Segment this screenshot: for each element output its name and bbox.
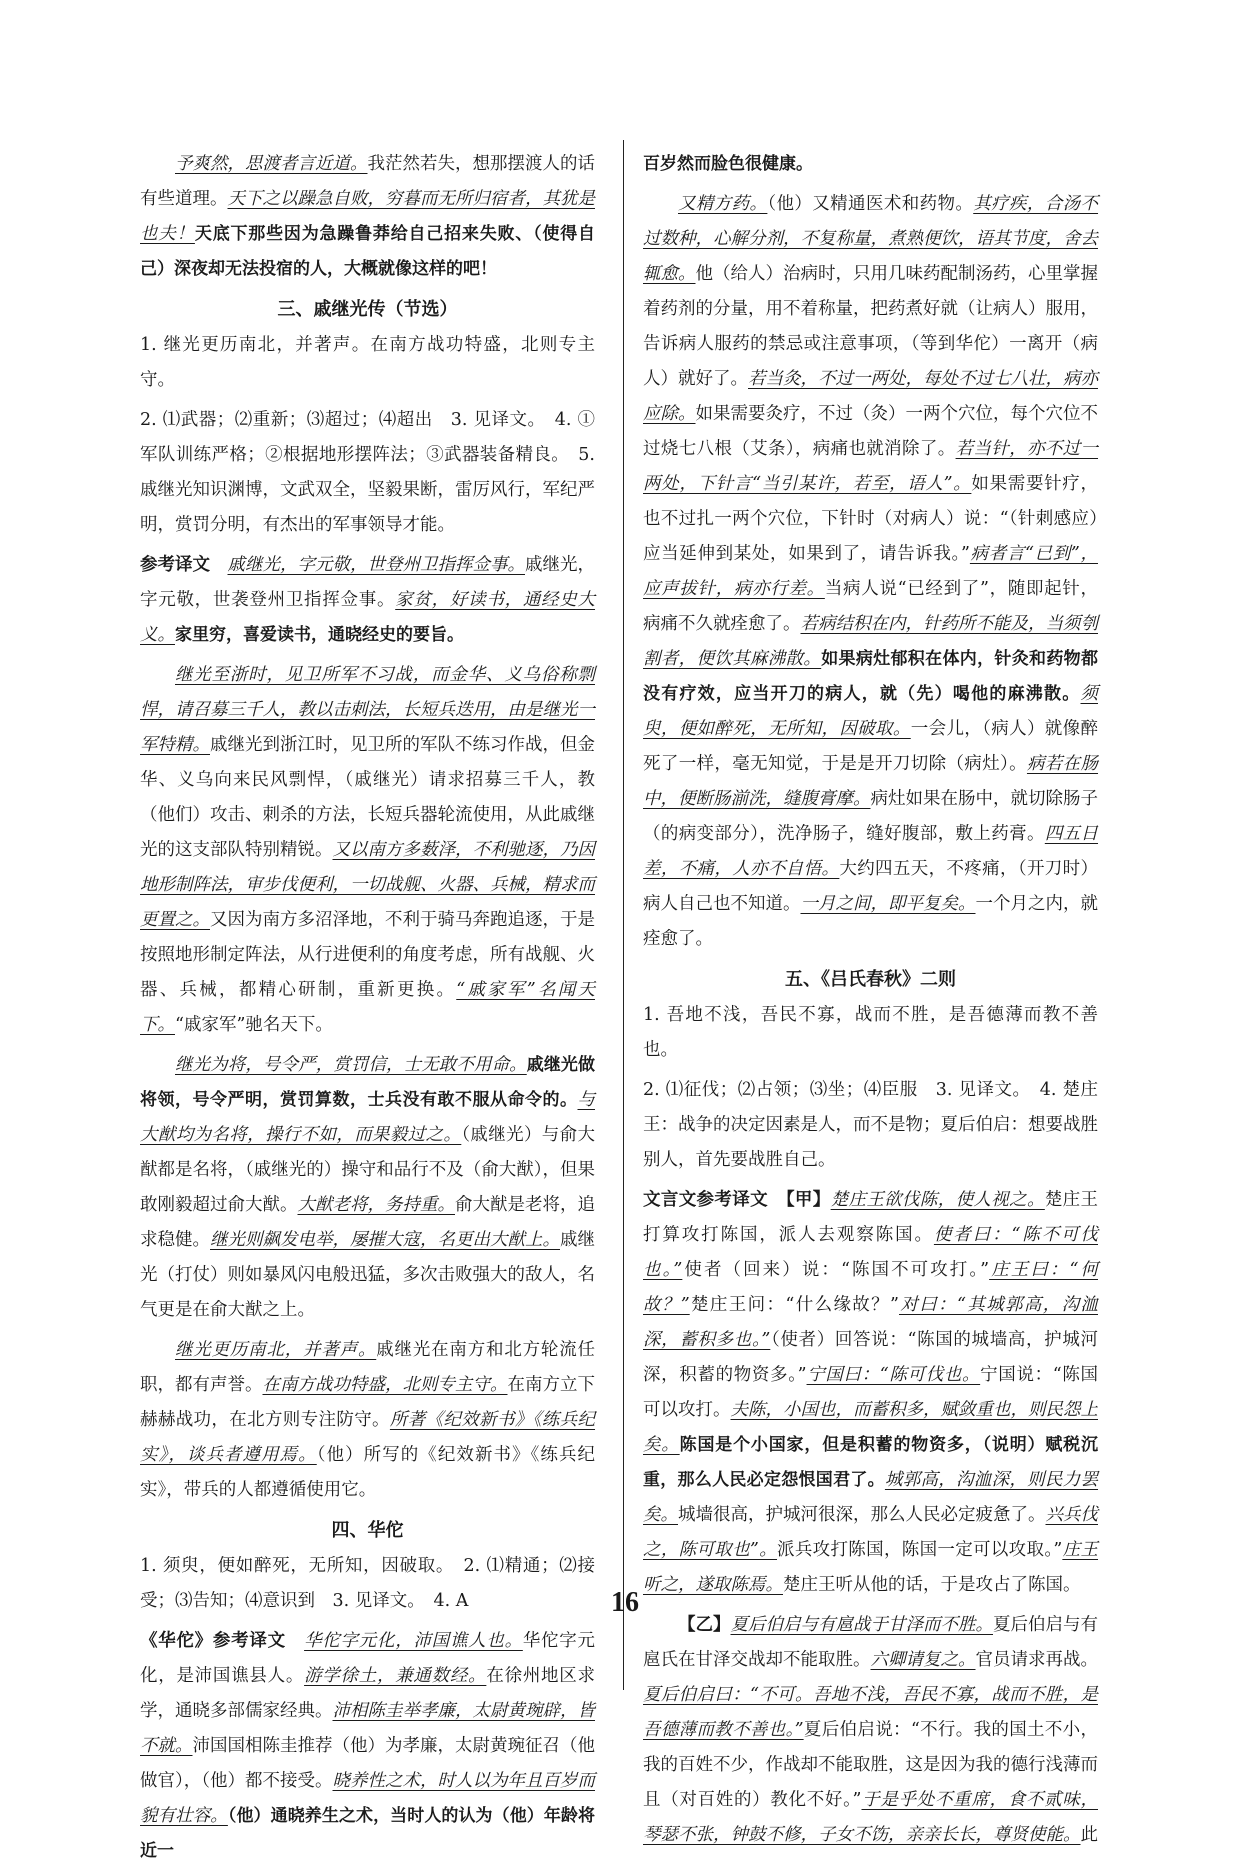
original-text: 夏后伯启曰：“不可。吾地不浅，吾民不寡，战而不胜，是吾德薄而教不善也。” xyxy=(643,1685,1098,1740)
original-text: 继光更历南北，并著声。 xyxy=(175,1340,377,1360)
original-text: 又精方药。 xyxy=(678,194,768,214)
section-heading: 四、华佗 xyxy=(331,1520,404,1541)
original-text: 华佗字元化，沛国谯人也。 xyxy=(304,1631,523,1651)
section-heading: 五、《吕氏春秋》二则 xyxy=(785,969,956,990)
original-text: 城郭高，沟洫深，则民力罢矣。 xyxy=(643,1470,1099,1525)
original-text: 其疗疾，合汤不过数种，心解分剂，不复称量，煮熟便饮，语其节度，舍去辄愈。 xyxy=(643,194,1099,284)
original-text: 若当灸，不过一两处，每处不过七八壮，病亦应除。 xyxy=(643,369,1098,424)
answer-2: 2. ⑴征伐；⑵占领；⑶坐；⑷臣服 3. 见译文。 4. 楚庄王：战争的决定因素是人，而不是物；夏后伯启：想要战胜别人，首先要战胜自己。 xyxy=(643,1080,1098,1170)
paragraph xyxy=(140,658,595,1043)
reference-label: 《华佗》参考译文 xyxy=(140,1631,286,1651)
translation-text: 楚庄王问：“什么缘故？” xyxy=(689,1295,899,1315)
translation-text: 百岁然而脸色很健康。 xyxy=(643,154,813,174)
translation-text: 戚继光在南方和北方轮流任职，都有声誉。 xyxy=(140,1340,595,1395)
original-text: 一月之间，即平复矣。 xyxy=(800,894,976,914)
original-text: 在南方战功特盛，北则专主守。 xyxy=(262,1375,508,1395)
translation-text: 大约四五天，不疼痛，（开刀时）病人自己也不知道。 xyxy=(643,859,1099,914)
original-text: 若当针，亦不过一两处，下针言“当引某许，若至，语人”。 xyxy=(643,439,1099,494)
translation-text: 如果病灶郁积在体内，针灸和药物都没有疗效，应当开刀的病人，就（先）喝他的麻沸散。 xyxy=(643,649,1099,704)
original-text: 夫陈，小国也，而蓄积多，赋敛重也，则民怨上矣。 xyxy=(643,1400,1098,1455)
part-label: 【乙】 xyxy=(678,1615,731,1635)
translation-text: 又因为南方多沼泽地，不利于骑马奔跑追逐，于是按照地形制定阵法，从行进便利的角度考虑，所有战舰、火器、兵械，都精心研制，重新更换。 xyxy=(140,910,595,1000)
original-text: 使者曰：“陈不可伐也。” xyxy=(643,1225,1098,1280)
translation-text: 华佗字元化，是沛国谯县人。 xyxy=(140,1631,596,1686)
original-text: 对曰：“其城郭高，沟洫深，蓄积多也。” xyxy=(643,1295,1098,1350)
original-text: 六卿请复之。 xyxy=(870,1650,976,1670)
translation-text: 如果需要针疗，也不过扎一两个穴位，下针时（对病人）说：“（针刺感应）应当延伸到某处，如果到了，请告诉我。” xyxy=(643,474,1098,564)
translation-text: 他（给人）治病时，只用几味药配制汤药，心里掌握着药剂的分量，用不着称量，把药煮好就（让病人）服用，告诉病人服药的禁忌或注意事项，（等到华佗）一离开（病人）就好了。 xyxy=(643,264,1098,389)
paragraph xyxy=(140,1333,595,1508)
column-divider xyxy=(623,140,624,1690)
page-number: 16 xyxy=(611,1587,639,1618)
original-text: “戚家军”名闻天下。 xyxy=(140,980,595,1035)
translation-text: （他）所写的《纪效新书》《练兵纪实》，带兵的人都遵循使用它。 xyxy=(140,1445,595,1500)
original-text: 与大猷均为名将，操行不如，而果毅过之。 xyxy=(140,1090,595,1145)
translation-text: 官员请求再战。 xyxy=(975,1650,1098,1670)
original-text: 于是乎处不重席，食不贰味，琴瑟不张，钟鼓不修，子女不饬，亲亲长长，尊贤使能。 xyxy=(643,1790,1098,1845)
original-text: 又以南方多薮泽，不利驰逐，乃因地形制阵法，审步伐便利，一切战舰、火器、兵械，精求而更置之。 xyxy=(140,840,595,930)
original-text: 须臾，便如醉死，无所知，因破取。 xyxy=(643,684,1098,739)
answer-1: 1. 吾地不浅，吾民不寡，战而不胜，是吾德薄而教不善也。 xyxy=(643,1005,1098,1060)
translation-text: 在徐州地区求学，通晓多部儒家经典。 xyxy=(140,1666,596,1721)
translation-text: 家里穷，喜爱读书，通晓经史的要旨。 xyxy=(175,625,464,645)
original-text: 所著《纪效新书》《练兵纪实》，谈兵者遵用焉。 xyxy=(140,1410,596,1465)
original-text: 晓养性之术，时人以为年且百岁而貌有壮容。 xyxy=(140,1771,595,1826)
original-text: 兴兵伐之，陈可取也”。 xyxy=(643,1505,1098,1560)
translation-text: 俞大猷是老将，追求稳健。 xyxy=(140,1195,595,1250)
original-text: 庄王曰：“何故？” xyxy=(643,1260,1098,1315)
answer-1: 1. 须臾，便如醉死，无所知，因破取。 2. ⑴精通；⑵接受；⑶告知；⑷意识到 3. 见译文。 4. A xyxy=(140,1556,595,1611)
translation-text: 戚继光到浙江时，见卫所的军队不练习作战，但金华、义乌向来民风剽悍，（戚继光）请求招募三千人，教（他们）攻击、刺杀的方法，长短兵器轮流使用，从此戚继光的这支部队特别精锐。 xyxy=(140,735,595,860)
paragraph xyxy=(643,1183,1098,1603)
original-text: 四五日差，不痛，人亦不自悟。 xyxy=(643,824,1099,879)
translation-text: 当病人说“已经到了”，随即起针，病痛不久就痊愈了。 xyxy=(643,579,1098,634)
original-text: 楚庄王欲伐陈，使人视之。 xyxy=(830,1190,1045,1210)
original-text: 游学徐土，兼通数经。 xyxy=(304,1666,487,1686)
paragraph xyxy=(140,147,595,287)
answer-1: 1. 继光更历南北，并著声。在南方战功特盛，北则专主守。 xyxy=(140,335,595,390)
translation-text: 楚庄王听从他的话，于是攻占了陈国。 xyxy=(783,1575,1081,1595)
original-text: 继光为将，号令严，赏罚信，士无敢不用命。 xyxy=(175,1055,527,1075)
original-text: 庄王听之，遂取陈焉。 xyxy=(643,1540,1099,1595)
translation-text: 宁国说：“陈国可以攻打。 xyxy=(643,1365,1098,1420)
translation-text: 楚庄王打算攻打陈国，派人去观察陈国。 xyxy=(643,1190,1099,1245)
answer-2: 2. ⑴武器；⑵重新；⑶超过；⑷超出 3. 见译文。 4. ①军队训练严格；②根据地形摆阵法；③武器装备精良。 5. 戚继光知识渊博，文武双全，坚毅果断，雷厉风行，军纪严明，赏罚分明，有杰出的军事领导才能。 xyxy=(140,410,595,535)
translation-text: 戚继光（打仗）则如暴风闪电般迅猛，多次击败强大的敌人，名气更是在俞大猷之上。 xyxy=(140,1230,595,1320)
translation-text: 派兵攻打陈国，陈国一定可以攻取。” xyxy=(777,1540,1063,1560)
paragraph xyxy=(140,1048,595,1328)
reference-label: 文言文参考译文 xyxy=(643,1190,768,1210)
part-label: 【甲】 xyxy=(785,1190,831,1210)
translation-text: 夏后伯启与有扈氏在甘泽交战却不能取胜。 xyxy=(643,1615,1098,1670)
reference-label: 参考译文 xyxy=(140,555,210,575)
original-text: 病者言“已到”，应声拔针，病亦行差。 xyxy=(643,544,1098,599)
translation-text: 陈国是个小国家，但是积蓄的物资多，（说明）赋税沉重，那么人民必定怨恨国君了。 xyxy=(643,1435,1098,1490)
original-text: 宁国曰：“陈可伐也。 xyxy=(806,1365,981,1385)
translation-text: 病灶如果在肠中，就切除肠子（的病变部分），洗净肠子，缝好腹部，敷上药膏。 xyxy=(643,789,1098,844)
paragraph xyxy=(643,1608,1098,1853)
translation-text: （他）又精通医术和药物。 xyxy=(767,194,974,214)
original-text: 病若在肠中，便断肠湔洗，缝腹膏摩。 xyxy=(643,754,1099,809)
translation-text: 如果需要灸疗，不过（灸）一两个穴位，每个穴位不过烧七八根（艾条），病痛也就消除了。 xyxy=(643,404,1098,459)
original-text: 家贫，好读书，通经史大义。 xyxy=(140,590,596,645)
original-text: 若病结积在内，针药所不能及，当须刳割者，便饮其麻沸散。 xyxy=(643,614,1098,669)
translation-text: “戚家军”驰名天下。 xyxy=(175,1015,333,1035)
translation-text: 一会儿，（病人）就像醉死了一样，毫无知觉，于是是开刀切除（病灶）。 xyxy=(643,719,1098,774)
original-text: 予爽然，思渡者言近道。 xyxy=(175,154,368,174)
original-text: 戚继光，字元敬，世登州卫指挥佥事。 xyxy=(227,555,525,575)
paragraph xyxy=(643,187,1098,957)
translation-text: 使者（回来）说：“陈国不可攻打。” xyxy=(682,1260,990,1280)
translation-text: （戚继光）与俞大猷都是名将，（戚继光的）操守和品行不及（俞大猷），但果敢刚毅超过俞大猷。 xyxy=(140,1125,596,1215)
original-text: 继光则飙发电举，屡摧大寇，名更出大猷上。 xyxy=(210,1230,560,1250)
translation-text: 城墙很高，护城河很深，那么人民必定疲惫了。 xyxy=(678,1505,1046,1525)
translation-text: 天底下那些因为急躁鲁莽给自己招来失败、（使得自己）深夜却无法投宿的人，大概就像这样的吧！ xyxy=(140,224,596,279)
translation-text: 我茫然若失，想那摆渡人的话有些道理。 xyxy=(140,154,595,209)
paragraph xyxy=(643,147,1098,182)
translation-text: 沛国国相陈圭推荐（他）为孝廉，太尉黄琬征召（他做官），（他）都不接受。 xyxy=(140,1736,595,1791)
translation-text: 在南方立下赫赫战功，在北方则专注防守。 xyxy=(140,1375,595,1430)
original-text: 大猷老将，务持重。 xyxy=(297,1195,455,1215)
translation-text: 戚继光，字元敬，世袭登州卫指挥佥事。 xyxy=(140,555,595,610)
original-text: 继光至浙时，见卫所军不习战，而金华、义乌俗称剽悍，请召募三千人，教以击刺法，长短兵迭用，由是继光一军特精。 xyxy=(140,665,595,755)
translation-text: 夏后伯启说：“不行。我的国土不小，我的百姓不少，作战却不能取胜，这是因为我的德行浅薄而且（对百姓的）教化不好。” xyxy=(643,1720,1098,1810)
translation-text: 此 xyxy=(1080,1825,1098,1845)
translation-text: （使者）回答说：“陈国的城墙高，护城河深，积蓄的物资多。” xyxy=(643,1330,1098,1385)
original-text: 天下之以躁急自败，穷暮而无所归宿者，其犹是也夫！ xyxy=(140,189,595,244)
translation-text: （他）通晓养生之术，当时人的认为（他）年龄将近一 xyxy=(140,1806,596,1861)
original-text: 夏后伯启与有扈战于甘泽而不胜。 xyxy=(730,1615,993,1635)
translation-text: 一个月之内，就痊愈了。 xyxy=(643,894,1098,949)
paragraph xyxy=(140,548,595,653)
original-text: 沛相陈圭举孝廉，太尉黄琬辟，皆不就。 xyxy=(140,1701,595,1756)
translation-text: 戚继光做将领，号令严明，赏罚算数，士兵没有敢不服从命令的。 xyxy=(140,1055,596,1110)
section-heading: 三、戚继光传（节选） xyxy=(277,299,458,320)
paragraph xyxy=(140,1624,595,1869)
